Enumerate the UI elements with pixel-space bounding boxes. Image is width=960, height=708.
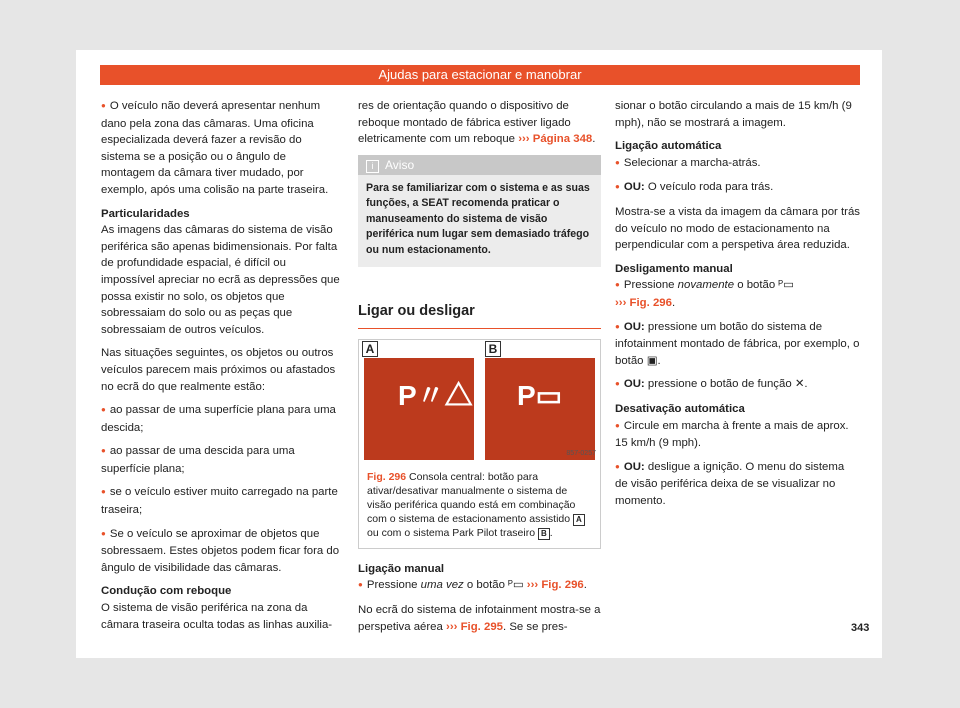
- subheading: Desligamento manual: [615, 262, 733, 275]
- list-item: ● ao passar de uma superfície plana para uma descida;: [101, 402, 341, 436]
- subheading: Condução com reboque: [101, 585, 232, 598]
- column-3: [615, 98, 860, 516]
- list-item: ● ao passar de uma descida para uma superfície plana;: [101, 443, 341, 477]
- paragraph: sionar o botão circulando a mais de 15 km/h (9 mph), não se mostrará a imagem.: [615, 100, 852, 129]
- figure: [358, 339, 601, 549]
- button-panel-a: [364, 358, 474, 460]
- list-item: ● OU: desligue a ignição. O menu do sistema de visão periférica deixa de se visualizar no momento.: [615, 459, 860, 510]
- page-link[interactable]: ››› Página 348: [518, 133, 593, 146]
- park-assist-icon: P〃△: [398, 379, 473, 411]
- list-item: ● OU: pressione o botão de função ✕.: [615, 376, 860, 394]
- label-b: B: [485, 341, 501, 357]
- figure-code: 857-0257: [566, 450, 596, 458]
- figure-link[interactable]: ››› Fig. 296: [526, 579, 584, 592]
- paragraph: Mostra-se a vista da imagem da câmara por trás do veículo no modo de estacionamento na perpendicular com a perspetiva área reduzida.: [615, 205, 860, 252]
- park-camera-icon: P▭: [517, 379, 563, 411]
- list-item: ● Circule em marcha à frente a mais de aprox. 15 km/h (9 mph).: [615, 418, 860, 452]
- label-b-ref: B: [538, 528, 550, 540]
- notice-text: Para se familiarizar com o sistema e as suas funções, a SEAT recomenda praticar o manuseamento do sistema de visão periférica num lugar sem demasiado tráfego ou num estacionamento.: [366, 181, 590, 256]
- info-icon: i: [366, 160, 379, 173]
- subheading: Desativação automática: [615, 402, 745, 415]
- label-a-ref: A: [573, 514, 585, 526]
- figure-image: [359, 340, 600, 464]
- paragraph: O sistema de visão periférica na zona da câmara traseira oculta todas as linhas auxilia-: [101, 602, 333, 631]
- camera-button-icon: ᴾ▭: [778, 279, 794, 292]
- column-1: [101, 98, 341, 640]
- page-header: Ajudas para estacionar e manobrar: [100, 65, 860, 85]
- list-item: ● Selecionar a marcha-atrás.: [615, 155, 860, 173]
- paragraph: res de orientação quando o dispositivo de reboque montado de fábrica estiver ligado eletricamente com um reboque ››› Página 348.: [358, 100, 596, 146]
- notice-header: i Aviso: [358, 155, 601, 175]
- list-item: ● Se o veículo se aproximar de objetos que sobressaem. Estes objetos podem ficar fora do ângulo de visibilidade das câmaras.: [101, 526, 341, 577]
- subheading: Ligação automática: [615, 140, 722, 153]
- label-a: A: [362, 341, 378, 357]
- car-icon: ▣: [646, 354, 658, 367]
- figure-link[interactable]: ››› Fig. 295: [446, 620, 503, 633]
- list-item: ● OU: pressione um botão do sistema de infotainment montado de fábrica, por exemplo, o botão ▣.: [615, 319, 860, 370]
- page-number: 343: [851, 622, 870, 634]
- column-2: [358, 98, 601, 642]
- subheading: Particularidades: [101, 207, 190, 220]
- figure-caption: Fig. 296 Consola central: botão para ativar/desativar manualmente o sistema de visão periférica quando está em combinação com o sistema de estacionamento assistido A ou com o sistema Park Pilot traseiro B .: [359, 464, 600, 548]
- paragraph: As imagens das câmaras do sistema de visão periférica são apenas bidimensionais. Por falta de profundidade espacial, é difícil ou impossível apreciar no ecrã as depressões que possa existir no solo, os objetos que sobressaiam do solo ou as peças que sobressaiam de outros veículos.: [101, 224, 340, 336]
- figure-link[interactable]: ››› Fig. 296: [615, 296, 672, 309]
- list-item: ● O veículo não deverá apresentar nenhum dano pela zona das câmaras. Uma oficina especializada deverá fazer a revisão do sistema se a posição ou o ângulo de montagem da câmara tiver mudado, por exemplo, após uma colisão na parte traseira.: [101, 98, 341, 199]
- button-panel-b: [485, 358, 595, 460]
- list-item: ● se o veículo estiver muito carregado na parte traseira;: [101, 484, 341, 518]
- subheading: Ligação manual: [358, 562, 445, 575]
- list-item: ● OU: O veículo roda para trás.: [615, 179, 860, 197]
- paragraph: No ecrã do sistema de infotainment mostra-se a perspetiva aérea ››› Fig. 295. Se se pres-: [358, 604, 601, 633]
- list-item: ● Pressione novamente o botão ᴾ▭ ››› Fig. 296.: [615, 277, 860, 311]
- section-heading: Ligar ou desligar: [358, 279, 601, 329]
- paragraph: Nas situações seguintes, os objetos ou outros veículos parecem mais próximos ou afastados no ecrã do que realmente estão:: [101, 347, 336, 393]
- list-item: ● Pressione uma vez o botão ᴾ▭ ››› Fig. 296.: [358, 577, 601, 595]
- notice-box: [358, 155, 601, 268]
- camera-button-icon: ᴾ▭: [508, 579, 524, 592]
